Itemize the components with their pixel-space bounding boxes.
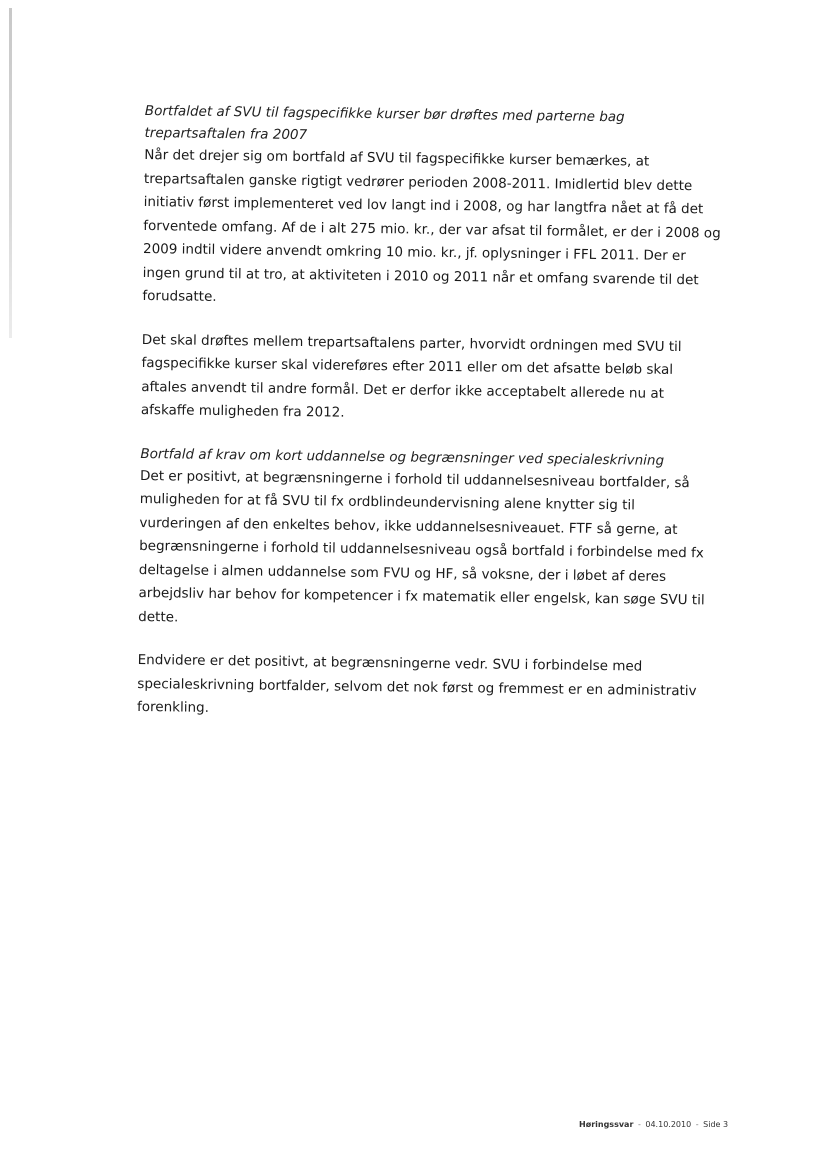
section-heading: Bortfald af krav om kort uddannelse og begrænsninger ved specialeskrivning (140, 445, 665, 469)
section-paragraph: Det er positivt, at begrænsningerne i forhold til uddannelsesniveau bortfalder, så muligheden for at få SVU til fx ordblindeundervisning alene knytter sig til vurderingen af den enkeltes behov, ikke uddannelsesniveauet. FTF så gerne, at begrænsningerne i forhold til uddannelsesniveau også bortfald i forbindelse med fx deltagelse i almen uddannelse som FVU og HF, så voksne, der i løbet af deres arbejdsliv har behov for kompetencer i fx matematik eller engelsk, kan søge SVU til dette. (138, 467, 705, 625)
section-trepart-drøftelse (141, 328, 722, 430)
document-body (137, 100, 725, 747)
footer-separator: - (637, 1120, 641, 1129)
section-heading: Bortfaldet af SVU til fagspecifikke kurser bør drøftes med parterne bag trepartsaftalen fra 2007 (144, 102, 625, 144)
footer-separator: - (695, 1120, 699, 1129)
page-footer (579, 1120, 728, 1129)
section-paragraph: Det skal drøftes mellem trepartsaftalens parter, hvorvidt ordningen med SVU til fagspecifikke kurser skal videreføres efter 2011 eller om det afsatte beløb skal aftales anvendt til andre formål. Det er derfor ikke acceptabelt allerede nu at afskaffe muligheden fra 2012. (140, 331, 682, 421)
footer-date: 04.10.2010 (645, 1120, 692, 1129)
section-svu-fagspecifikke (142, 100, 725, 316)
section-paragraph: Endvidere er det positivt, at begrænsningerne vedr. SVU i forbindelse med specialeskrivning bortfalder, selvom det nok først og fremmest er en administrativ forenkling. (136, 651, 697, 716)
section-specialeskrivning (137, 649, 718, 727)
section-kort-uddannelse (138, 442, 720, 636)
footer-title: Høringssvar (579, 1120, 634, 1129)
footer-page-number: Side 3 (703, 1120, 729, 1129)
section-paragraph: Når det drejer sig om bortfald af SVU til fagspecifikke kurser bemærkes, at trepartsaftalen ganske rigtigt vedrører perioden 2008-2011. Imidlertid blev dette initiativ først implementeret ved lov langt ind i 2008, og har langtfra nået at få det forventede omfang. Af de i alt 275 mio. kr., der var afsat til formålet, er der i 2008 og 2009 indtil videre anvendt omkring 10 mio. kr., jf. oplysninger i FFL 2011. Der er ingen grund til at tro, at aktiviteten i 2010 og 2011 når et omfang svarende til det forudsatte. (142, 146, 721, 305)
scan-edge-shadow (9, 8, 12, 338)
